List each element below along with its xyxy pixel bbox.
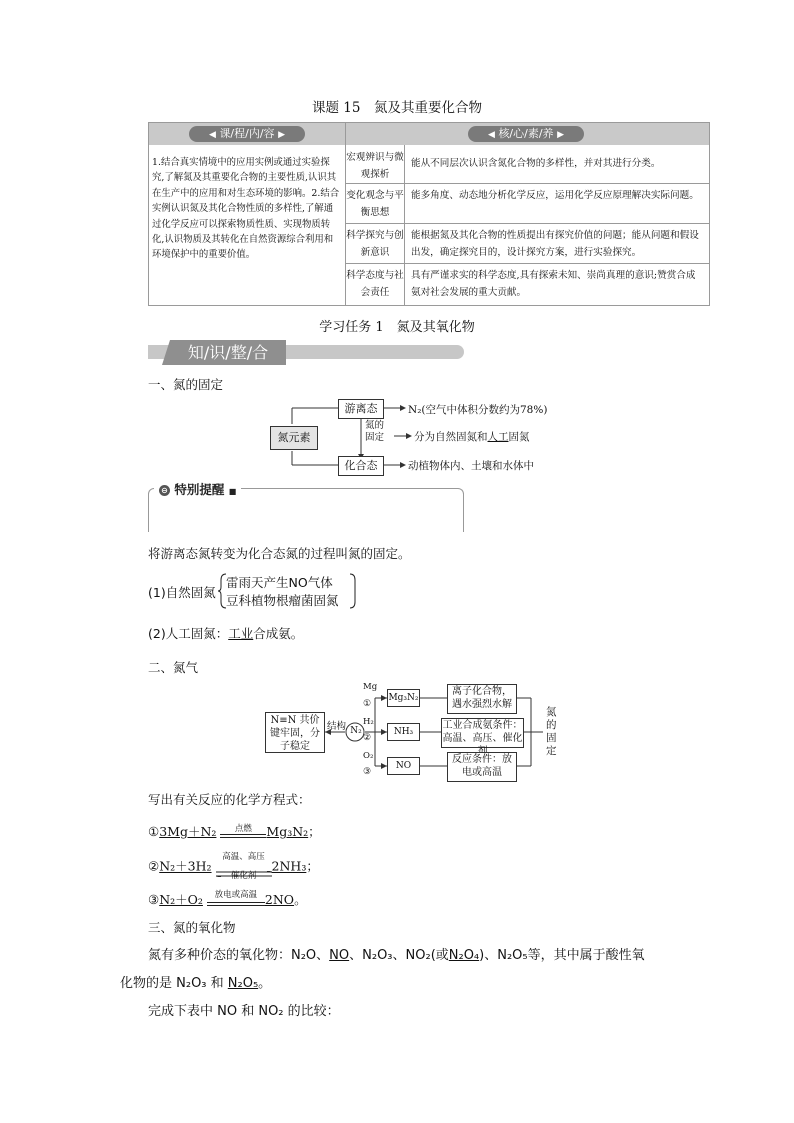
left-arrow-icon: ◀ (209, 130, 216, 140)
fixation-desc-text: 固氮 (508, 431, 530, 443)
structure-box: N≡N 共价键牢固，分子稳定 (265, 712, 325, 753)
nitrogen-element-box: 氮元素 (270, 426, 318, 450)
literacy-header (346, 123, 709, 145)
divider (404, 145, 405, 305)
free-state-box: 游离态 (338, 399, 384, 419)
eq-arrow (207, 889, 265, 910)
n2-node: N₂ (350, 726, 362, 736)
eq-reactants: N₂＋O₂ (159, 892, 203, 907)
page-title: 课题 15 氮及其重要化合物 (312, 100, 482, 116)
left-arrow-icon: ◀ (488, 130, 495, 140)
body-text: )、N₂O₅等，其中属于酸性氧 (479, 948, 645, 963)
section-heading: 三、氮的氧化物 (148, 920, 236, 935)
fixation-definition: 将游离态氮转变为化合态氮的过程叫氮的固定。 (148, 546, 411, 561)
combined-state-desc: 动植物体内、土壤和水体中 (408, 460, 534, 472)
eq-number: ③ (148, 892, 160, 907)
nitrogen-fixation-diagram (266, 394, 566, 476)
literacy-name: 宏观辨识与微观探析 (346, 152, 404, 180)
natural-fixation-label: (1)自然固氮 (148, 585, 216, 600)
literacy-header-pill (468, 126, 584, 142)
nitrogen-gas-diagram (265, 682, 575, 782)
reagent-mg: Mg (363, 682, 378, 692)
eq-reactants: 3Mg＋N₂ (159, 824, 217, 839)
eq-condition: 点燃 (234, 823, 252, 834)
eq-equals-sign (220, 834, 266, 838)
branch-number: ③ (363, 767, 372, 777)
body-text: 氮有多种价态的氧化物：N₂O、 (148, 948, 330, 963)
no-box: NO (387, 757, 420, 775)
section-banner: 知/识/整/合 (170, 340, 286, 365)
nh3-desc-box: 工业合成氨条件：高温、高压、催化 (441, 718, 524, 748)
right-arrow-icon: ▶ (557, 130, 564, 140)
artificial-fixation (148, 624, 303, 642)
artificial-text: 合成氨。 (253, 626, 304, 641)
literacy-name: 科学态度与社会责任 (346, 270, 404, 298)
equation-3 (148, 890, 307, 910)
literacy-desc: 能从不同层次认识含氮化合物的多样性，并对其进行分类。 (411, 158, 661, 169)
tip-dot-icon: ■ (228, 487, 237, 496)
literacy-desc: 能多角度、动态地分析化学反应，运用化学反应原理解决实际问题。 (411, 190, 699, 201)
fixation-desc-text: 分为自然固氮和 (414, 431, 488, 443)
structure-label: 结构 (327, 721, 347, 732)
nh3-box: NH₃ (387, 723, 420, 741)
eq-arrow (216, 852, 272, 881)
eq-end: ； (308, 824, 321, 839)
task-title: 学习任务 1 氮及其氧化物 (319, 320, 475, 335)
eq-end: ； (306, 858, 319, 874)
free-state-desc: N₂(空气中体积分数约为78%) (408, 404, 548, 416)
equation-1 (148, 822, 321, 842)
fixation-desc (414, 429, 530, 444)
table-prompt: 完成下表中 NO 和 NO₂ 的比较： (148, 1004, 340, 1019)
fixation-label: 氮的固定 (365, 420, 385, 443)
natural-fixation-brace (218, 572, 358, 610)
eq-condition: 放电或高温 (214, 889, 258, 900)
branch-number: ② (363, 733, 372, 743)
mg3n2-desc-box: 离子化合物，遇水强烈水解 (447, 684, 517, 714)
literacy-name: 变化观念与平衡思想 (346, 190, 404, 218)
literacy-name: 科学探究与创新意识 (346, 230, 404, 258)
row-divider (346, 263, 709, 264)
fixation-desc-answer: 人工 (487, 431, 509, 443)
artificial-text: (2)人工固氮： (148, 626, 229, 641)
natural-item: 雷雨天产生NO气体 (226, 575, 333, 590)
eq-arrow (220, 824, 266, 842)
reagent-o2: O₂ (363, 751, 374, 761)
eq-condition: 高温、高压 (222, 852, 265, 862)
equation-2 (148, 852, 319, 881)
equation-prompt: 写出有关反应的化学方程式： (148, 792, 311, 807)
mg3n2-box: Mg₃N₂ (387, 689, 420, 707)
course-header-label: 课/程/内/容 (219, 127, 275, 140)
course-header-pill (189, 126, 305, 142)
body-text: 、N₂O₃、NO₂(或 (349, 948, 449, 963)
section-heading: 二、氮气 (148, 660, 199, 675)
eq-reactants: N₂＋3H₂ (159, 858, 212, 874)
reagent-h2: H₂ (363, 717, 374, 727)
tip-box (148, 482, 464, 533)
eq-end: 。 (294, 892, 307, 907)
eq-products: 2NH₃ (271, 858, 307, 874)
intro-table (148, 122, 710, 306)
eq-products: Mg₃N₂ (266, 824, 309, 839)
combined-state-box: 化合态 (338, 456, 384, 476)
fixation-right-label: 氮的固定 (546, 706, 557, 757)
literacy-desc: 具有严谨求实的科学态度,具有探索未知、崇尚真理的意识;赞赏合成氨对社会发展的重大贡献。 (411, 270, 696, 298)
tip-label-wrap (154, 480, 241, 498)
no-desc-box: 反应条件：放电或高温 (447, 752, 517, 782)
oxides-line-2 (120, 972, 271, 991)
row-divider (346, 223, 709, 224)
eq-products: 2NO (264, 892, 295, 907)
course-content: 1.结合真实情境中的应用实例或通过实验探究,了解氮及其重要化合物的主要性质,认识其在生产中的应用和对生态环境的影响。2.结合实例认识氮及其化合物性质的多样性,了解通过化学反应可以探索物质性质、实现物质转化,认识物质及其转化在自然资源综合利用和环境保护中的重要价值。 (152, 157, 340, 261)
literacy-desc: 能根据氮及其化合物的性质提出有探究价值的问题；能从问题和假设出发，确定探究目的，设计探究方案，进行实验探究。 (411, 230, 699, 258)
oxides-line-1 (148, 944, 645, 963)
body-text: 。 (258, 976, 272, 991)
artificial-answer: 工业 (228, 626, 254, 641)
eq-number: ② (148, 858, 160, 874)
answer-blank: N₂O₄ (448, 948, 480, 963)
row-divider (346, 183, 709, 184)
right-arrow-icon: ▶ (278, 130, 285, 140)
eq-number: ① (148, 824, 160, 839)
tip-icon: ⊖ (159, 485, 170, 496)
eq-condition: 催化剂 (230, 871, 257, 881)
natural-item: 豆科植物根瘤菌固氮 (226, 593, 339, 608)
eq-equals-sign (207, 902, 265, 906)
literacy-header-label: 核/心/素/养 (498, 127, 554, 140)
answer-blank: N₂O₅ (227, 976, 259, 991)
tip-label: 特别提醒 (174, 482, 225, 497)
section-heading: 一、氮的固定 (148, 377, 224, 392)
course-header (149, 123, 346, 145)
branch-number: ① (363, 699, 372, 709)
answer-blank: NO (329, 948, 350, 963)
body-text: 化物的是 N₂O₃ 和 (120, 976, 228, 991)
